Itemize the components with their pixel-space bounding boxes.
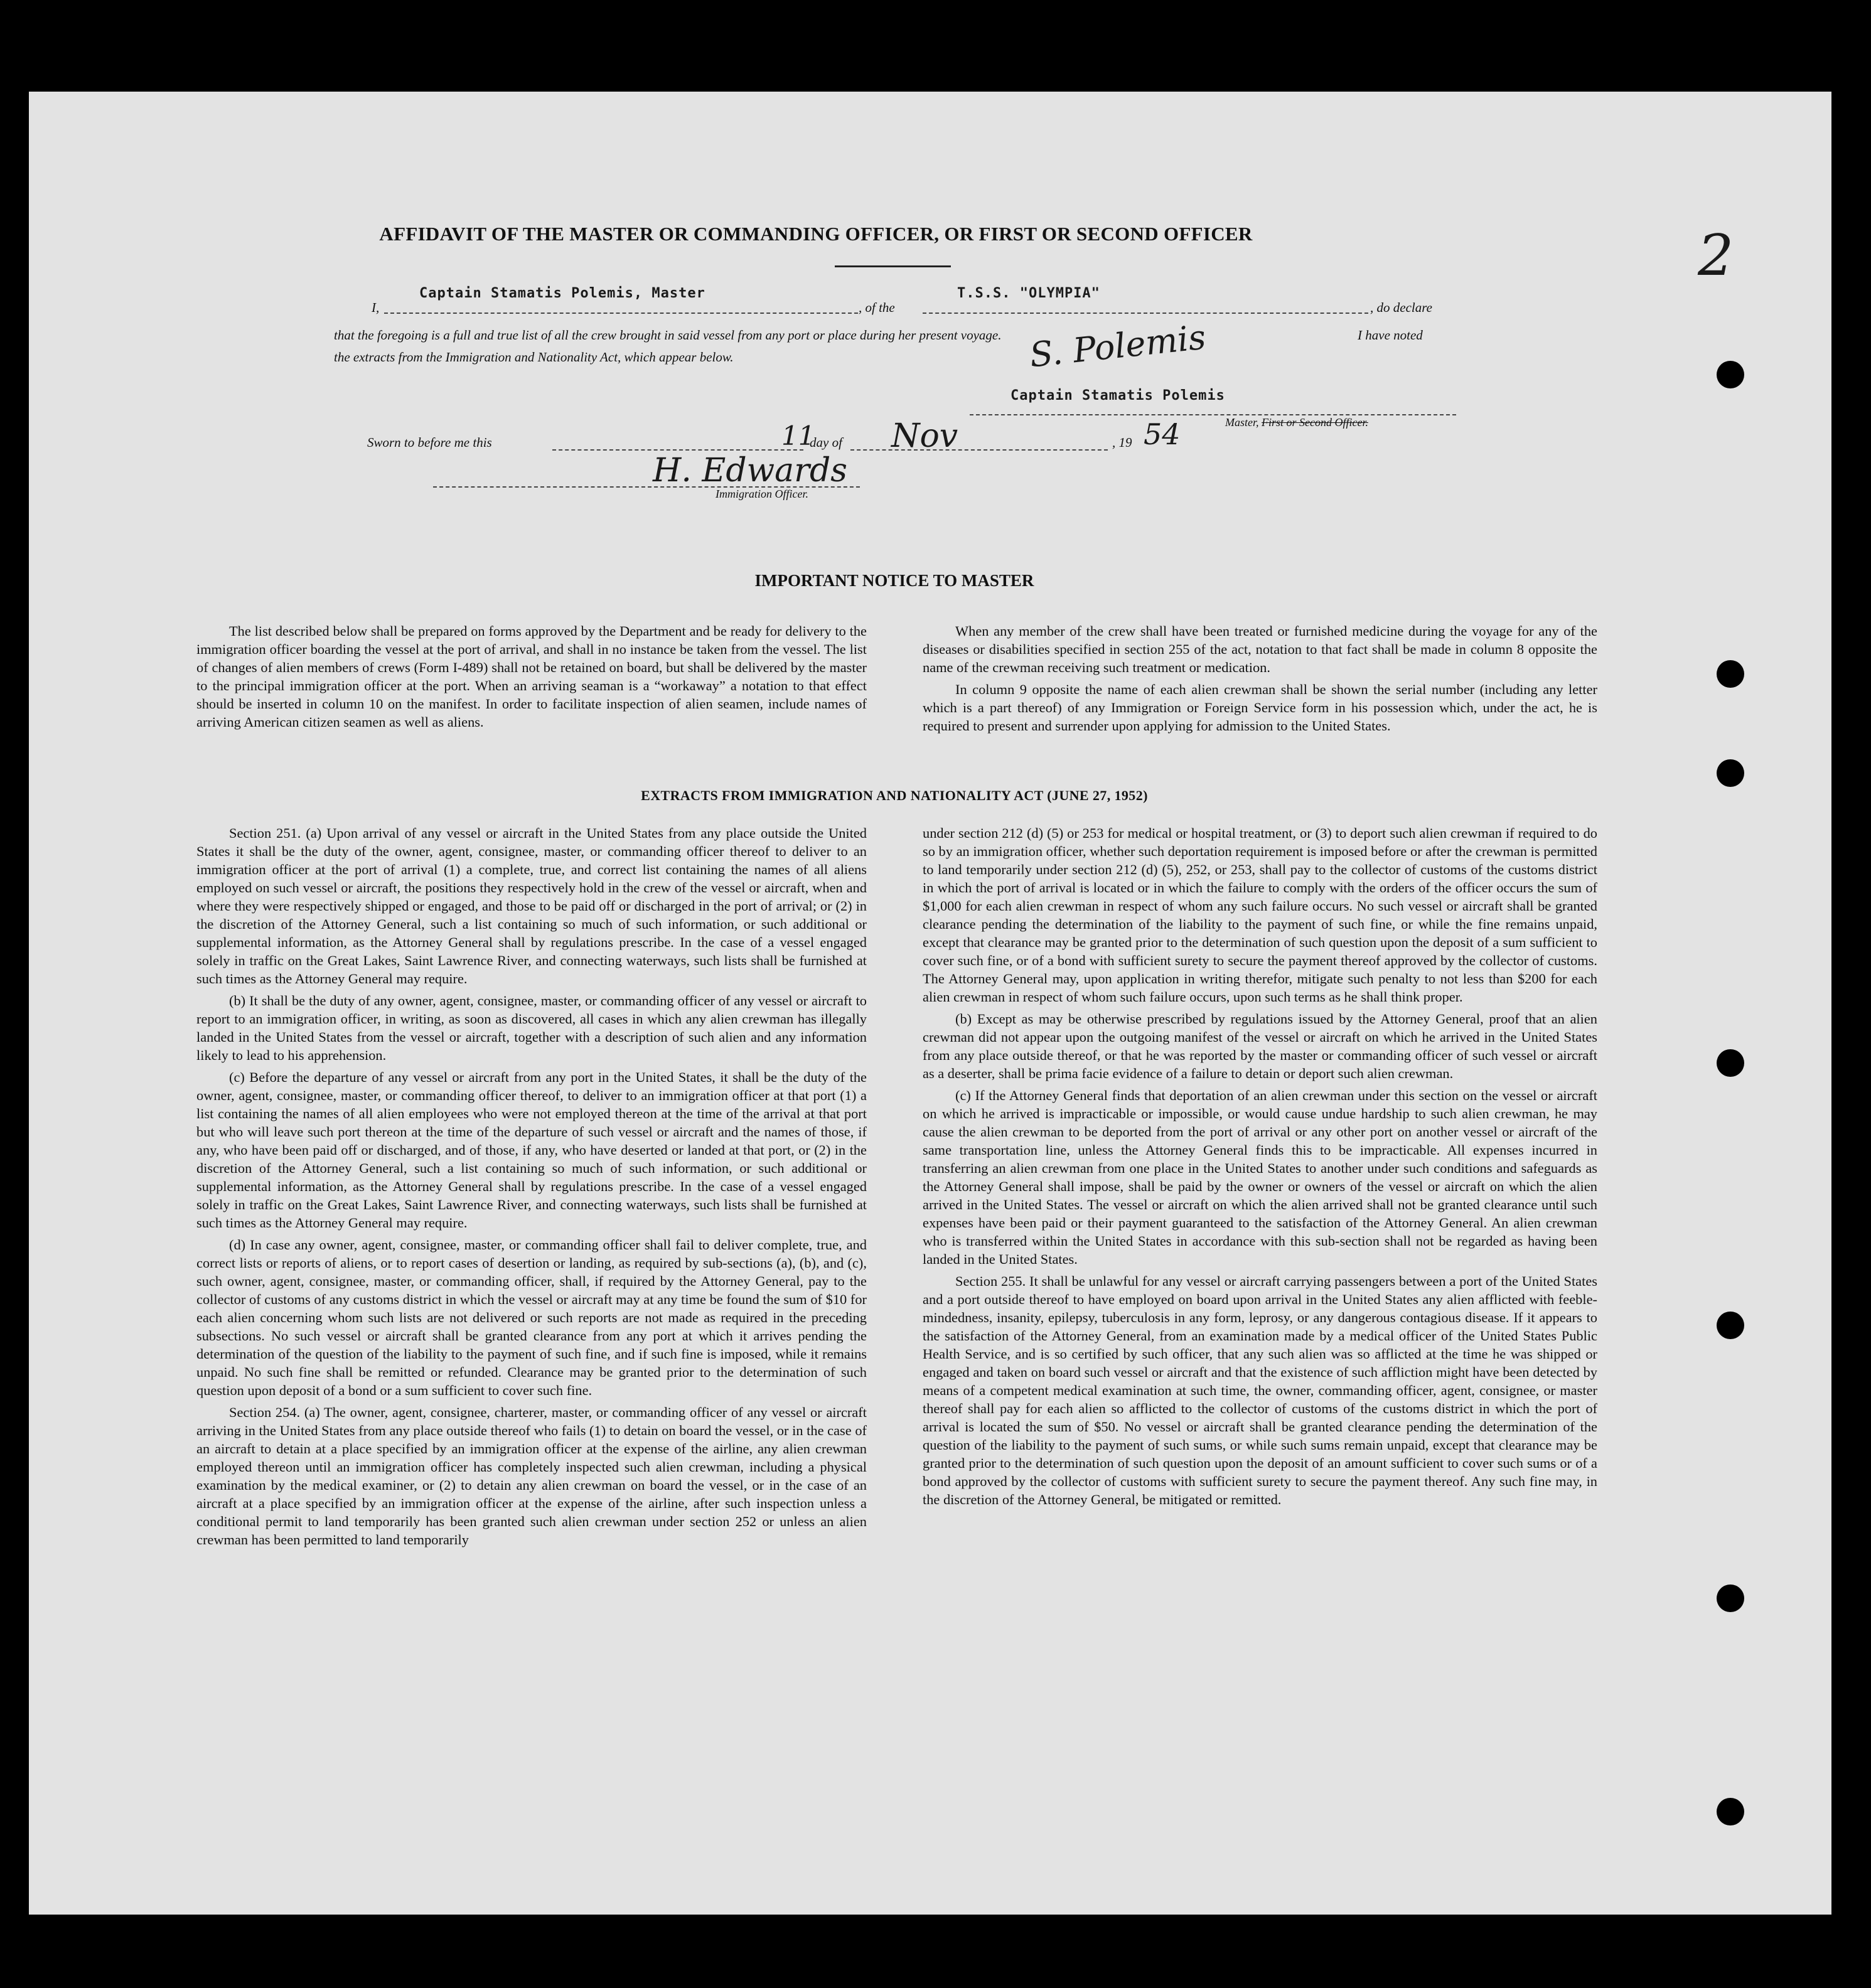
day-of-label: day of	[810, 435, 842, 450]
margin-page-mark: 2	[1698, 223, 1734, 289]
struck-role: First or Second Officer.	[1262, 416, 1368, 429]
punch-hole	[1717, 1049, 1744, 1077]
section-254c: (c) If the Attorney General finds that deportation of an alien crewman under this section on the vessel or aircraft on which he arrived is impracticable or impossible, or would cause undue hardship to such alien crewman, he may cause the alien crewman to be deported from the port of arrival or any other port on another vessel or aircraft of the same transportation line, unless the Attorney General finds this to be impracticable. All expenses incurred in transferring an alien crewman from one place in the United States to another under such conditions and safeguards as the Attorney General shall impose, shall be paid by the owner or owners of the vessel or aircraft on which the alien arrived in the United States. The vessel or aircraft on which the alien arrived shall not be granted clearance until such expenses have been paid or their payment guaranteed to the satisfaction of the Attorney General. An alien crewman who is transferred within the United States in accordance with this sub-section shall not be regarded as having been landed in the United States.	[923, 1088, 1597, 1267]
master-role: Master,	[1225, 416, 1259, 429]
extracts-left-column	[196, 824, 867, 1549]
role-label	[1225, 416, 1368, 429]
section-251a: Section 251. (a) Upon arrival of any vessel or aircraft in the United States from any place outside the United States it shall be the duty of the owner, agent, consignee, master, or commanding officer thereof to deliver to an immigration officer at the port of arrival (1) a complete, true, and correct list containing the names of all aliens employed on such vessel or aircraft, the positions they respectively hold in the crew of the vessel or aircraft, when and where they were respectively shipped or engaged, and those to be paid off or discharged in the port of arrival; or (2) in the discretion of the Attorney General, such a list containing so much of such information, or such additional or supplemental information, as the Attorney General shall by regulations prescribe. In the case of a vessel engaged solely in traffic on the Great Lakes, Saint Lawrence River, and connecting waterways, such lists shall be furnished at such times as the Attorney General may require.	[196, 825, 867, 986]
notice-left-paragraph: The list described below shall be prepared on forms approved by the Department and be ready for delivery to the immigration officer boarding the vessel at the port of arrival, and shall in no instance be taken from the vessel. The list of changes of alien members of crews (Form I-489) shall not be retained on board, but shall be delivered by the master to the principal immigration officer at the port. When an arriving seaman is a “workaway” a notation to that effect should be inserted in column 10 on the manifest. In order to facilitate inspection of alien seamen, include names of arriving American citizen seamen as well as aliens.	[196, 623, 867, 730]
immigration-officer-signature: H. Edwards	[653, 452, 847, 489]
immigration-officer-label: Immigration Officer.	[716, 488, 808, 500]
section-254a: Section 254. (a) The owner, agent, consignee, charterer, master, or commanding officer of any vessel or aircraft arriving in the United States from any place outside thereof who fails (1) to detain on board the vessel, or in the case of an aircraft to detain at a place specified by an immigration officer at the expense of the airline, any alien crewman employed thereon until an immigration officer has completely inspected such alien crewman, including a physical examination by the medical examiner, or (2) to detain any alien crewman on board the vessel, or in the case of an aircraft at a place specified by an immigration officer at the expense of the airline, after such inspection unless a conditional permit to land temporarily has been granted such alien crewman under section 252 or unless an alien crewman has been permitted to land temporarily	[196, 1404, 867, 1547]
master-name-typed: Captain Stamatis Polemis, Master	[419, 286, 705, 301]
punch-hole	[1717, 1585, 1744, 1612]
punch-hole	[1717, 660, 1744, 688]
punch-hole	[1717, 1798, 1744, 1825]
declaration-line-3: the extracts from the Immigration and Nationality Act, which appear below.	[334, 350, 734, 365]
extracts-title: EXTRACTS FROM IMMIGRATION AND NATIONALITY ACT (JUNE 27, 1952)	[641, 788, 1148, 803]
day-line	[552, 436, 803, 451]
section-251d: (d) In case any owner, agent, consignee, master, or commanding officer shall fail to deliver complete, true, and correct lists or reports of aliens, or to report cases of desertion or landing, as required by sub-sections (a), (b), and (c), such owner, agent, consignee, master, or commanding officer, shall, if required by the Attorney General, pay to the collector of customs of any customs district in which the vessel or aircraft may at any time be found the sum of $10 for each alien concerning whom such lists are not delivered or such reports are not made as required in the preceding subsections. No such vessel or aircraft shall be granted clearance from any port at which it arrives pending the determination of the question of the liability to the payment of such fine, and if such fine is imposed, while it remains unpaid. No such fine shall be remitted or refunded. Clearance may be granted prior to the determination of such question upon deposit of a bond or a sum sufficient to cover such fine.	[196, 1237, 867, 1398]
do-declare-label: , do declare	[1370, 300, 1432, 315]
punch-hole	[1717, 361, 1744, 388]
notice-left-column	[196, 622, 867, 735]
affidavit-title: AFFIDAVIT OF THE MASTER OR COMMANDING OFFICER, OR FIRST OR SECOND OFFICER	[379, 223, 1253, 245]
notice-title: IMPORTANT NOTICE TO MASTER	[754, 571, 1034, 590]
vessel-name-typed: T.S.S. "OLYMPIA"	[957, 286, 1100, 301]
punch-hole	[1717, 759, 1744, 787]
officer-sign-line	[433, 474, 860, 488]
year-prefix: 19	[1118, 435, 1132, 450]
title-rule	[835, 265, 951, 267]
section-251b: (b) It shall be the duty of any owner, agent, consignee, master, or commanding officer of any vessel or aircraft to report to an immigration officer, in writing, as soon as discovered, all cases in which any alien crewman has illegally landed in the United States from the vessel or aircraft, together with a description of such alien and any information likely to lead to his apprehension.	[196, 993, 867, 1063]
year-value: 54	[1144, 417, 1181, 451]
notice-right-paragraph-2: In column 9 opposite the name of each alien crewman shall be shown the serial number (including any letter which is a part thereof) of any Immigration or Foreign Service form in his possession which, under the act, he is required to present and surrender upon applying for admission to the United States.	[923, 681, 1597, 734]
master-signature: S. Polemis	[1027, 317, 1208, 375]
punch-hole	[1717, 1312, 1744, 1339]
section-254b: (b) Except as may be otherwise prescribed by regulations issued by the Attorney General, proof that an alien crewman did not appear upon the outgoing manifest of the vessel or aircraft on which he arrived in the United States from any place outside thereof, or that he was reported by the master or commanding officer of such vessel or aircraft as a deserter, shall be prima facie evidence of a failure to detain or deport such alien crewman.	[923, 1011, 1597, 1081]
section-255: Section 255. It shall be unlawful for any vessel or aircraft carrying passengers between a port of the United States and a port outside thereof to have employed on board upon arrival in the United States any alien afflicted with feeble-mindedness, insanity, epilepsy, tuberculosis in any form, leprosy, or any dangerous contagious disease. If it appears to the satisfaction of the Attorney General, from an examination made by a medical officer of the United States Public Health Service, and is so certified by such officer, that any such alien was so afflicted at the time he was shipped or engaged and taken on board such vessel or aircraft and that the existence of such affliction might have been detected by means of a competent medical examination at such time, the owner, commanding officer, agent, consignee, or master thereof shall pay for each alien so afflicted to the collector of customs of the customs district in which the port of arrival is located the sum of $50. No vessel or aircraft shall be granted clearance pending the determination of the question of the liability to the payment of such sums, or while such sums remain unpaid, except that clearance may be granted prior to the determination of such question upon the deposit of an amount sufficient to cover such sums or of a bond approved by the collector of customs with sufficient surety to secure the payment thereof. Any such fine may, in the discretion of the Attorney General, be mitigated or remitted.	[923, 1273, 1597, 1507]
day-value: 11	[781, 420, 815, 451]
notice-right-column	[923, 622, 1597, 735]
extracts-right-column	[923, 824, 1597, 1509]
declaration-line-2: that the foregoing is a full and true list of all the crew brought in said vessel from any port or place during her present voyage.	[334, 328, 1002, 343]
section-251c: (c) Before the departure of any vessel or aircraft from any port in the United States, it shall be the duty of the owner, agent, consignee, master, or commanding officer thereof, to deliver to an immigration officer at that port (1) a list containing the names of all alien employees who were not employed thereon at the time of the arrival at that port but who will leave such port thereon at the time of the departure of such vessel or aircraft and the names of those, if any, who have been paid off or discharged, and of those, if any, who have deserted or landed at that port, or (2) in the discretion of the Attorney General, such a list containing so much of such information, or such additional or supplemental information, as the Attorney General shall by regulations prescribe. In the case of a vessel engaged solely in traffic on the Great Lakes, Saint Lawrence River, and connecting waterways, such lists shall be furnished at such times as the Attorney General may require.	[196, 1069, 867, 1231]
notice-right-paragraph-1: When any member of the crew shall have been treated or furnished medicine during the voyage for any of the diseases or disabilities specified in section 255 of the act, notation to that fact shall be made in column 8 opposite the name of the crewman receiving such treatment or medication.	[923, 623, 1597, 675]
declaration-line-2-right: I have noted	[1358, 328, 1423, 343]
year-label: , 19	[1112, 435, 1132, 450]
master-name-typed-2: Captain Stamatis Polemis	[1011, 388, 1225, 403]
month-line	[850, 436, 1108, 451]
of-the-label: , of the	[859, 300, 895, 315]
sworn-label: Sworn to before me this	[367, 435, 492, 450]
month-value: Nov	[891, 417, 958, 455]
i-label: I,	[372, 300, 380, 315]
section-254a-continued: under section 212 (d) (5) or 253 for medical or hospital treatment, or (3) to deport such alien crewman if required to do so by an immigration officer, whether such deportation requirement is imposed before or after the crewman is permitted to land temporarily under section 212 (d) (5), 252, or 253, shall pay to the collector of customs of the customs district in which the port of arrival is located or in which the failure to comply with the orders of the officer occurs the sum of $1,000 for each alien crewman in respect of whom any such failure occurs. No such vessel or aircraft shall be granted clearance pending the determination of the liability to the payment of such fine, or while the fine remains unpaid, except that clearance may be granted prior to the determination of such question upon the deposit of a sum sufficient to cover such fine, or of a bond with sufficient surety to secure the payment thereof approved by the collector of customs. The Attorney General may, upon application in writing therefor, mitigate such penalty to not less than $200 for each alien crewman in respect of whom such failure occurs, upon such terms as he shall think proper.	[923, 825, 1597, 1005]
